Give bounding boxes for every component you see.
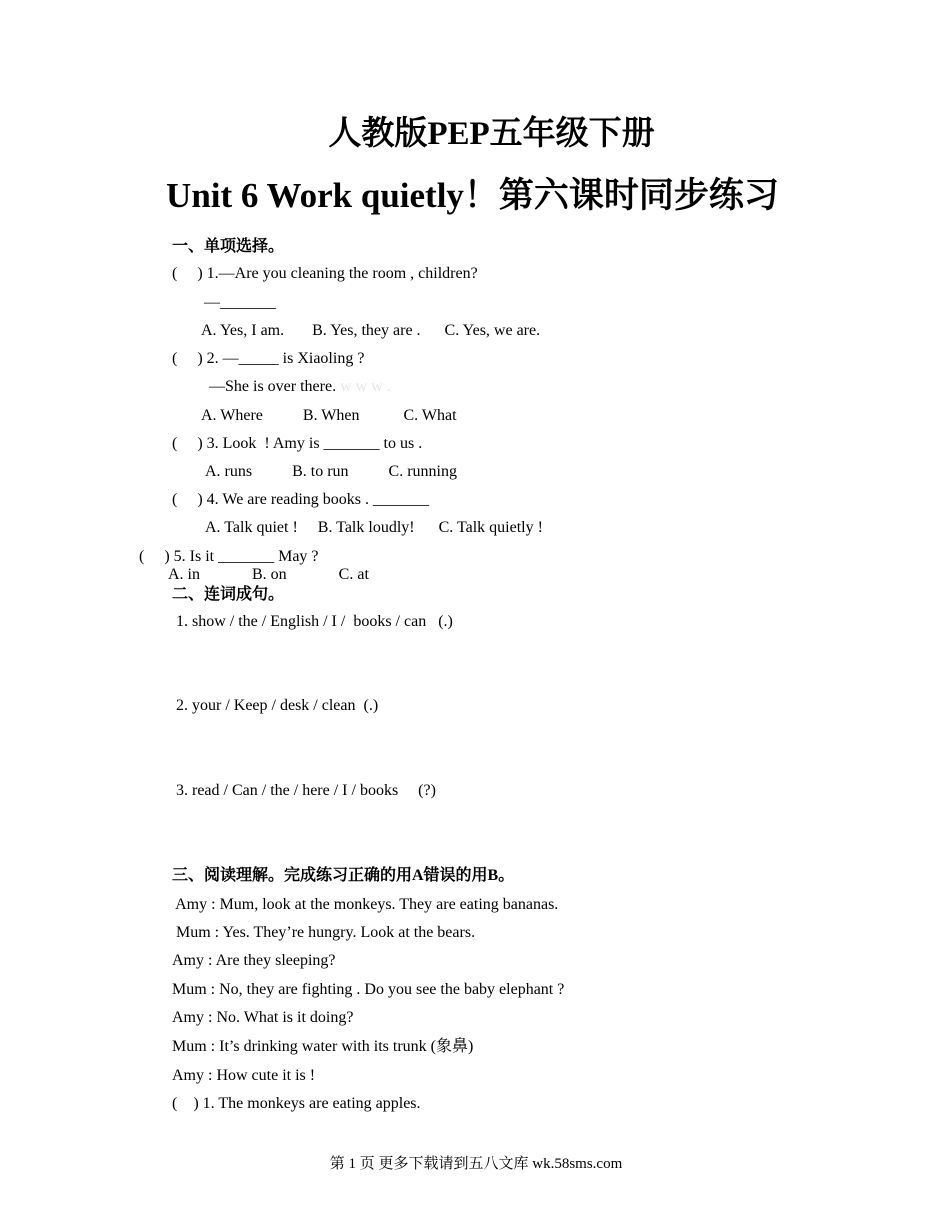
sentence-item-1: 1. show / the / English / I / books / can (.) <box>176 613 453 630</box>
question-4-stem: ( ) 4. We are reading books . _______ <box>172 491 430 508</box>
document-subtitle: Unit 6 Work quietly！第六课时同步练习 <box>166 176 779 215</box>
question-2-reply <box>209 377 391 397</box>
question-5-options: A. in B. on C. at <box>168 566 369 583</box>
question-3-options: A. runs B. to run C. running <box>205 463 457 480</box>
sentence-item-2: 2. your / Keep / desk / clean (.) <box>176 697 379 714</box>
dialogue-line-2: Mum : Yes. They’re hungry. Look at the bears. <box>172 924 476 941</box>
dialogue-line-7: Amy : How cute it is ! <box>172 1067 316 1084</box>
section2-heading: 二、连词成句。 <box>172 586 285 603</box>
section3-heading: 三、阅读理解。完成练习正确的用A错误的用B。 <box>172 867 515 884</box>
sentence-item-3: 3. read / Can / the / here / I / books (?) <box>176 782 436 799</box>
reading-question-1: ( ) 1. The monkeys are eating apples. <box>172 1095 421 1112</box>
question-1-options: A. Yes, I am. B. Yes, they are . C. Yes, we are. <box>201 322 541 339</box>
question-3-stem: ( ) 3. Look ! Amy is _______ to us . <box>172 435 423 452</box>
question-2-stem: ( ) 2. —_____ is Xiaoling ? <box>172 350 365 367</box>
watermark-text: w w w . <box>340 378 391 395</box>
question-2-options: A. Where B. When C. What <box>201 407 457 424</box>
dialogue-line-6: Mum : It’s drinking water with its trunk (象鼻) <box>172 1038 474 1055</box>
question-5-stem: ( ) 5. Is it _______ May ? <box>139 548 319 565</box>
dialogue-line-1: Amy : Mum, look at the monkeys. They are eating bananas. <box>172 896 559 913</box>
question-4-options: A. Talk quiet ! B. Talk loudly! C. Talk quietly ! <box>205 519 543 536</box>
dialogue-line-5: Amy : No. What is it doing? <box>172 1009 354 1026</box>
dialogue-line-4: Mum : No, they are fighting . Do you see the baby elephant ? <box>172 981 565 998</box>
document-title: 人教版PEP五年级下册 <box>328 116 655 152</box>
page-footer: 第 1 页 更多下载请到五八文库 wk.58sms.com <box>329 1156 623 1172</box>
dialogue-line-3: Amy : Are they sleeping? <box>172 952 336 969</box>
question-1-stem: ( ) 1.—Are you cleaning the room , children? <box>172 265 478 282</box>
question-1-blank: —_______ <box>204 294 276 311</box>
section1-heading: 一、单项选择。 <box>172 238 285 255</box>
question-2-reply-text: —She is over there. <box>209 378 337 395</box>
